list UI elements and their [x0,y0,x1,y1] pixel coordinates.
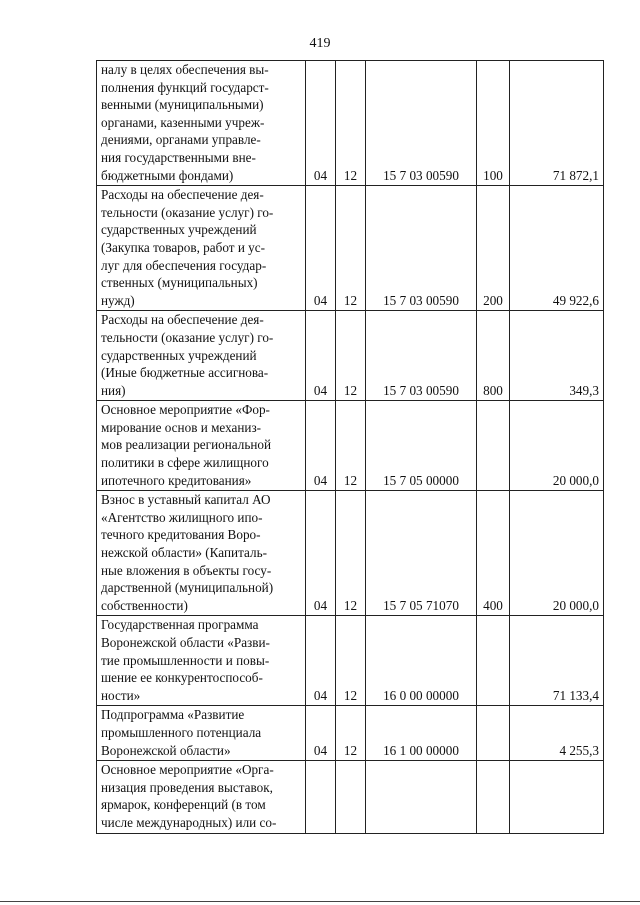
section-code [306,761,336,833]
description-line: «Агентство жилищного ипо- [101,509,263,525]
section-code: 04 [306,491,336,616]
row-description [97,491,306,616]
section-code: 04 [306,311,336,401]
description-line: нежской области» (Капиталь- [101,545,267,561]
description-line: Государственная программа [101,617,259,633]
table-row [97,311,604,401]
section-code: 04 [306,186,336,311]
description-line: собственности) [101,597,188,613]
description-line: полнения функций государст- [101,79,269,95]
amount: 71 133,4 [510,616,604,706]
section-code: 04 [306,401,336,491]
row-description [97,616,306,706]
description-line: тельности (оказание услуг) го- [101,329,274,345]
description-line: числе международных) или со- [101,814,277,830]
subsection-code: 12 [336,616,366,706]
target-article-code: 15 7 05 71070 [366,491,477,616]
description-line: (Закупка товаров, работ и ус- [101,239,266,255]
amount: 20 000,0 [510,401,604,491]
expense-type-code: 200 [477,186,510,311]
expense-type-code [477,706,510,761]
description-line: венными (муниципальными) [101,97,264,113]
description-line: течного кредитования Воро- [101,527,261,543]
subsection-code [336,761,366,833]
row-description [97,401,306,491]
expense-type-code [477,761,510,833]
description-line: низация проведения выставок, [101,779,273,795]
description-line: политики в сфере жилищного [101,455,269,471]
table-row [97,401,604,491]
description-line: ния государственными вне- [101,149,256,165]
description-line: Воронежской области «Разви- [101,635,270,650]
description-line: дениями, органами управле- [101,132,261,148]
table-row [97,616,604,706]
expense-type-code: 800 [477,311,510,401]
table-row [97,706,604,761]
section-code: 04 [306,706,336,761]
description-line: Воронежской области» [101,742,231,758]
subsection-code: 12 [336,61,366,186]
description-line: тие промышленности и повы- [101,652,270,668]
row-description [97,761,306,833]
description-line: мов реализации региональной [101,437,272,453]
subsection-code: 12 [336,311,366,401]
description-line: ния) [101,382,126,398]
table-row [97,491,604,616]
amount: 349,3 [510,311,604,401]
description-line: ные вложения в объекты госу- [101,562,272,578]
budget-table-body [97,61,604,834]
subsection-code: 12 [336,706,366,761]
description-line: Подпрограмма «Развитие [101,707,245,723]
target-article-code: 16 0 00 00000 [366,616,477,706]
row-description [97,311,306,401]
description-line: шение ее конкурентоспособ- [101,670,263,686]
description-line: сударственных учреждений [101,347,257,363]
bottom-rule [0,901,640,902]
description-line: ярмарок, конференций (в том [101,797,266,813]
budget-table [96,60,604,834]
description-line: Основное мероприятие «Фор- [101,402,270,418]
target-article-code: 15 7 05 00000 [366,401,477,491]
target-article-code: 16 1 00 00000 [366,706,477,761]
description-line: органами, казенными учреж- [101,114,265,130]
description-line: налу в целях обеспечения вы- [101,62,269,77]
description-line: тельности (оказание услуг) го- [101,204,274,220]
description-line: ности» [101,687,141,703]
description-line: бюджетными фондами) [101,167,234,183]
amount [510,761,604,833]
expense-type-code: 400 [477,491,510,616]
section-code: 04 [306,616,336,706]
description-line: Основное мероприятие «Орга- [101,762,274,778]
row-description [97,186,306,311]
expense-type-code: 100 [477,61,510,186]
row-description [97,706,306,761]
target-article-code [366,761,477,833]
table-row [97,186,604,311]
page-number: 419 [309,36,331,51]
description-line: Расходы на обеспечение дея- [101,187,264,203]
description-line: сударственных учреждений [101,222,257,238]
subsection-code: 12 [336,491,366,616]
target-article-code: 15 7 03 00590 [366,61,477,186]
section-code: 04 [306,61,336,186]
subsection-code: 12 [336,186,366,311]
description-line: ипотечного кредитования» [101,472,252,488]
description-line: дарственной (муниципальной) [101,580,274,596]
description-line: Расходы на обеспечение дея- [101,312,264,328]
amount: 49 922,6 [510,186,604,311]
description-line: (Иные бюджетные ассигнова- [101,365,269,381]
subsection-code: 12 [336,401,366,491]
table-row [97,61,604,186]
description-line: луг для обеспечения государ- [101,257,267,273]
description-line: мирование основ и механиз- [101,419,262,435]
amount: 71 872,1 [510,61,604,186]
target-article-code: 15 7 03 00590 [366,186,477,311]
expense-type-code [477,616,510,706]
expense-type-code [477,401,510,491]
amount: 20 000,0 [510,491,604,616]
description-line: Взнос в уставный капитал АО [101,492,271,508]
row-description [97,61,306,186]
target-article-code: 15 7 03 00590 [366,311,477,401]
description-line: промышленного потенциала [101,724,262,740]
description-line: ственных (муниципальных) [101,275,258,291]
description-line: нужд) [101,292,135,308]
table-row [97,761,604,833]
amount: 4 255,3 [510,706,604,761]
